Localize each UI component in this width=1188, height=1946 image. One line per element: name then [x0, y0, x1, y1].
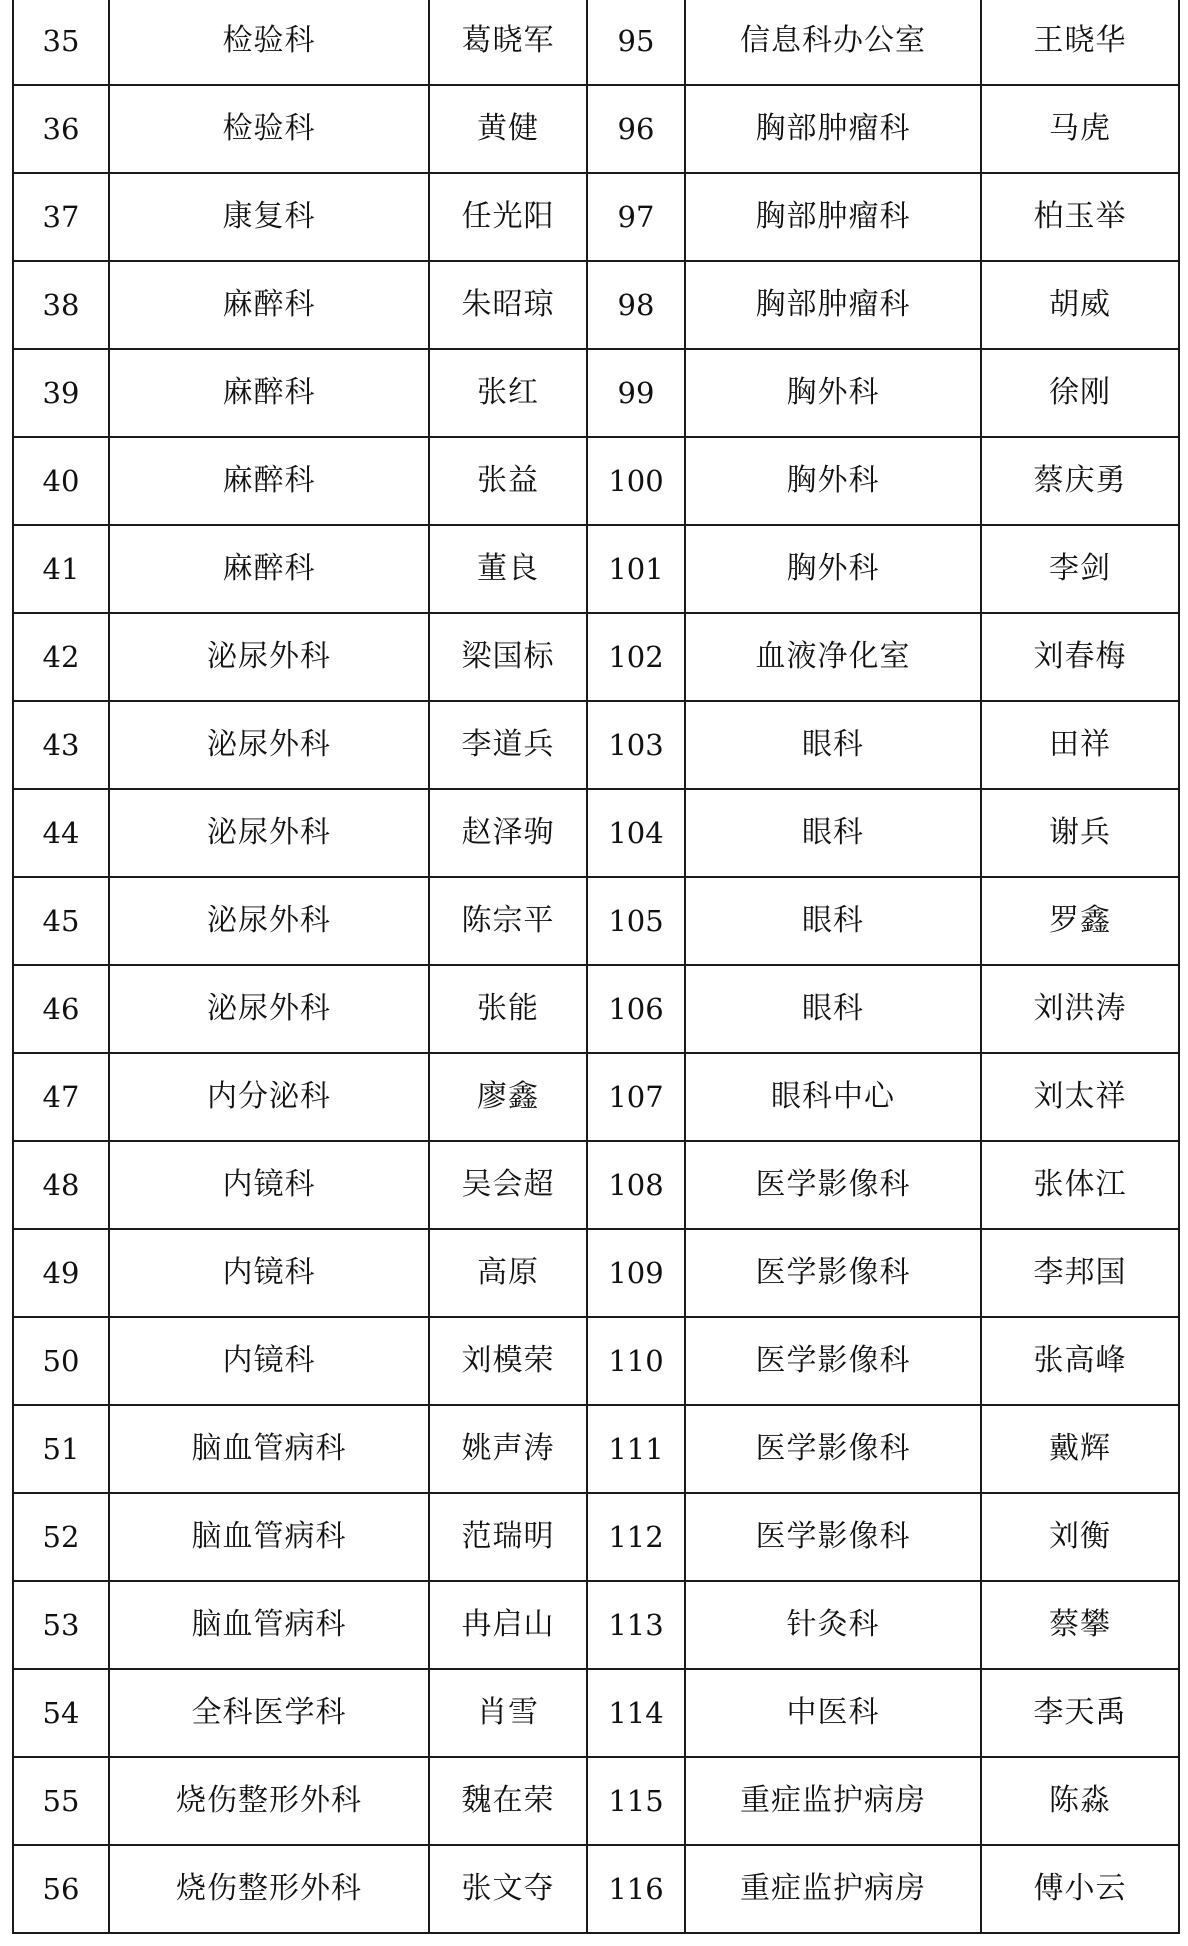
table-row — [13, 1757, 1179, 1845]
right-name-cell: 胡威 — [981, 261, 1179, 349]
right-department-cell: 眼科 — [685, 877, 981, 965]
left-name-cell: 朱昭琼 — [429, 261, 587, 349]
right-number-cell: 99 — [587, 349, 685, 437]
left-name-cell: 肖雪 — [429, 1669, 587, 1757]
right-department-cell: 胸部肿瘤科 — [685, 85, 981, 173]
left-department-cell: 泌尿外科 — [109, 613, 429, 701]
right-number-cell: 110 — [587, 1317, 685, 1405]
right-name-cell: 李剑 — [981, 525, 1179, 613]
table-row — [13, 1317, 1179, 1405]
right-number-cell: 102 — [587, 613, 685, 701]
left-number-cell: 47 — [13, 1053, 109, 1141]
left-name-cell: 刘模荣 — [429, 1317, 587, 1405]
left-number-cell: 38 — [13, 261, 109, 349]
left-department-cell: 检验科 — [109, 0, 429, 85]
right-department-cell: 胸外科 — [685, 437, 981, 525]
left-department-cell: 泌尿外科 — [109, 789, 429, 877]
left-name-cell: 张红 — [429, 349, 587, 437]
right-department-cell: 重症监护病房 — [685, 1845, 981, 1933]
right-department-cell: 针灸科 — [685, 1581, 981, 1669]
left-department-cell: 检验科 — [109, 85, 429, 173]
roster-sheet — [12, 0, 1178, 1938]
right-name-cell: 王晓华 — [981, 0, 1179, 85]
right-department-cell: 胸外科 — [685, 349, 981, 437]
right-department-cell: 眼科 — [685, 789, 981, 877]
right-number-cell: 106 — [587, 965, 685, 1053]
table-row — [13, 701, 1179, 789]
right-department-cell: 胸外科 — [685, 525, 981, 613]
left-number-cell: 46 — [13, 965, 109, 1053]
left-department-cell: 脑血管病科 — [109, 1581, 429, 1669]
table-row — [13, 1493, 1179, 1581]
left-department-cell: 内分泌科 — [109, 1053, 429, 1141]
left-number-cell: 49 — [13, 1229, 109, 1317]
left-department-cell: 全科医学科 — [109, 1669, 429, 1757]
right-number-cell: 113 — [587, 1581, 685, 1669]
right-department-cell: 中医科 — [685, 1669, 981, 1757]
left-name-cell: 赵泽驹 — [429, 789, 587, 877]
left-name-cell: 姚声涛 — [429, 1405, 587, 1493]
right-name-cell: 刘洪涛 — [981, 965, 1179, 1053]
right-name-cell: 刘太祥 — [981, 1053, 1179, 1141]
left-name-cell: 黄健 — [429, 85, 587, 173]
left-department-cell: 麻醉科 — [109, 349, 429, 437]
left-name-cell: 李道兵 — [429, 701, 587, 789]
right-number-cell: 101 — [587, 525, 685, 613]
left-number-cell: 54 — [13, 1669, 109, 1757]
right-number-cell: 112 — [587, 1493, 685, 1581]
left-name-cell: 陈宗平 — [429, 877, 587, 965]
right-department-cell: 信息科办公室 — [685, 0, 981, 85]
right-name-cell: 徐刚 — [981, 349, 1179, 437]
left-name-cell: 廖鑫 — [429, 1053, 587, 1141]
right-number-cell: 108 — [587, 1141, 685, 1229]
right-number-cell: 95 — [587, 0, 685, 85]
roster-body — [13, 0, 1179, 1933]
table-row — [13, 965, 1179, 1053]
table-row — [13, 1845, 1179, 1933]
right-number-cell: 111 — [587, 1405, 685, 1493]
right-name-cell: 张体江 — [981, 1141, 1179, 1229]
right-number-cell: 107 — [587, 1053, 685, 1141]
table-row — [13, 85, 1179, 173]
left-number-cell: 39 — [13, 349, 109, 437]
left-number-cell: 35 — [13, 0, 109, 85]
table-row — [13, 0, 1179, 85]
table-row — [13, 525, 1179, 613]
table-row — [13, 877, 1179, 965]
right-name-cell: 罗鑫 — [981, 877, 1179, 965]
right-name-cell: 李邦国 — [981, 1229, 1179, 1317]
left-number-cell: 52 — [13, 1493, 109, 1581]
left-department-cell: 内镜科 — [109, 1229, 429, 1317]
left-number-cell: 51 — [13, 1405, 109, 1493]
right-department-cell: 重症监护病房 — [685, 1757, 981, 1845]
right-number-cell: 104 — [587, 789, 685, 877]
right-department-cell: 眼科 — [685, 965, 981, 1053]
left-department-cell: 脑血管病科 — [109, 1493, 429, 1581]
left-number-cell: 37 — [13, 173, 109, 261]
right-department-cell: 医学影像科 — [685, 1141, 981, 1229]
left-name-cell: 梁国标 — [429, 613, 587, 701]
left-name-cell: 高原 — [429, 1229, 587, 1317]
table-row — [13, 437, 1179, 525]
left-name-cell: 董良 — [429, 525, 587, 613]
table-row — [13, 1141, 1179, 1229]
right-number-cell: 96 — [587, 85, 685, 173]
right-name-cell: 张高峰 — [981, 1317, 1179, 1405]
table-row — [13, 1669, 1179, 1757]
left-department-cell: 脑血管病科 — [109, 1405, 429, 1493]
left-department-cell: 泌尿外科 — [109, 965, 429, 1053]
right-name-cell: 刘春梅 — [981, 613, 1179, 701]
right-name-cell: 戴辉 — [981, 1405, 1179, 1493]
right-department-cell: 眼科中心 — [685, 1053, 981, 1141]
left-name-cell: 葛晓军 — [429, 0, 587, 85]
left-number-cell: 44 — [13, 789, 109, 877]
left-department-cell: 麻醉科 — [109, 525, 429, 613]
right-number-cell: 114 — [587, 1669, 685, 1757]
left-department-cell: 麻醉科 — [109, 437, 429, 525]
left-number-cell: 55 — [13, 1757, 109, 1845]
left-number-cell: 48 — [13, 1141, 109, 1229]
table-row — [13, 173, 1179, 261]
right-department-cell: 医学影像科 — [685, 1317, 981, 1405]
right-number-cell: 105 — [587, 877, 685, 965]
left-number-cell: 50 — [13, 1317, 109, 1405]
left-department-cell: 泌尿外科 — [109, 701, 429, 789]
left-department-cell: 泌尿外科 — [109, 877, 429, 965]
roster-table — [12, 0, 1180, 1934]
left-department-cell: 内镜科 — [109, 1141, 429, 1229]
right-department-cell: 医学影像科 — [685, 1405, 981, 1493]
left-number-cell: 45 — [13, 877, 109, 965]
right-department-cell: 医学影像科 — [685, 1493, 981, 1581]
left-name-cell: 范瑞明 — [429, 1493, 587, 1581]
table-row — [13, 1053, 1179, 1141]
right-department-cell: 胸部肿瘤科 — [685, 261, 981, 349]
table-row — [13, 1405, 1179, 1493]
right-name-cell: 蔡庆勇 — [981, 437, 1179, 525]
right-name-cell: 谢兵 — [981, 789, 1179, 877]
right-department-cell: 胸部肿瘤科 — [685, 173, 981, 261]
left-number-cell: 43 — [13, 701, 109, 789]
left-department-cell: 烧伤整形外科 — [109, 1757, 429, 1845]
right-number-cell: 116 — [587, 1845, 685, 1933]
table-row — [13, 613, 1179, 701]
right-department-cell: 血液净化室 — [685, 613, 981, 701]
right-department-cell: 医学影像科 — [685, 1229, 981, 1317]
right-department-cell: 眼科 — [685, 701, 981, 789]
left-name-cell: 魏在荣 — [429, 1757, 587, 1845]
left-number-cell: 42 — [13, 613, 109, 701]
left-number-cell: 53 — [13, 1581, 109, 1669]
left-number-cell: 41 — [13, 525, 109, 613]
right-number-cell: 98 — [587, 261, 685, 349]
right-name-cell: 李天禹 — [981, 1669, 1179, 1757]
right-name-cell: 傅小云 — [981, 1845, 1179, 1933]
right-name-cell: 田祥 — [981, 701, 1179, 789]
left-name-cell: 张能 — [429, 965, 587, 1053]
table-row — [13, 261, 1179, 349]
right-number-cell: 103 — [587, 701, 685, 789]
left-number-cell: 40 — [13, 437, 109, 525]
table-row — [13, 1581, 1179, 1669]
left-department-cell: 烧伤整形外科 — [109, 1845, 429, 1933]
left-department-cell: 康复科 — [109, 173, 429, 261]
table-row — [13, 349, 1179, 437]
left-number-cell: 36 — [13, 85, 109, 173]
right-name-cell: 陈淼 — [981, 1757, 1179, 1845]
left-department-cell: 内镜科 — [109, 1317, 429, 1405]
left-number-cell: 56 — [13, 1845, 109, 1933]
right-name-cell: 蔡攀 — [981, 1581, 1179, 1669]
left-name-cell: 张益 — [429, 437, 587, 525]
right-number-cell: 115 — [587, 1757, 685, 1845]
table-row — [13, 1229, 1179, 1317]
right-name-cell: 刘衡 — [981, 1493, 1179, 1581]
table-row — [13, 789, 1179, 877]
left-department-cell: 麻醉科 — [109, 261, 429, 349]
left-name-cell: 冉启山 — [429, 1581, 587, 1669]
right-number-cell: 109 — [587, 1229, 685, 1317]
right-name-cell: 马虎 — [981, 85, 1179, 173]
right-number-cell: 100 — [587, 437, 685, 525]
left-name-cell: 吴会超 — [429, 1141, 587, 1229]
right-number-cell: 97 — [587, 173, 685, 261]
left-name-cell: 张文夺 — [429, 1845, 587, 1933]
right-name-cell: 柏玉举 — [981, 173, 1179, 261]
left-name-cell: 任光阳 — [429, 173, 587, 261]
